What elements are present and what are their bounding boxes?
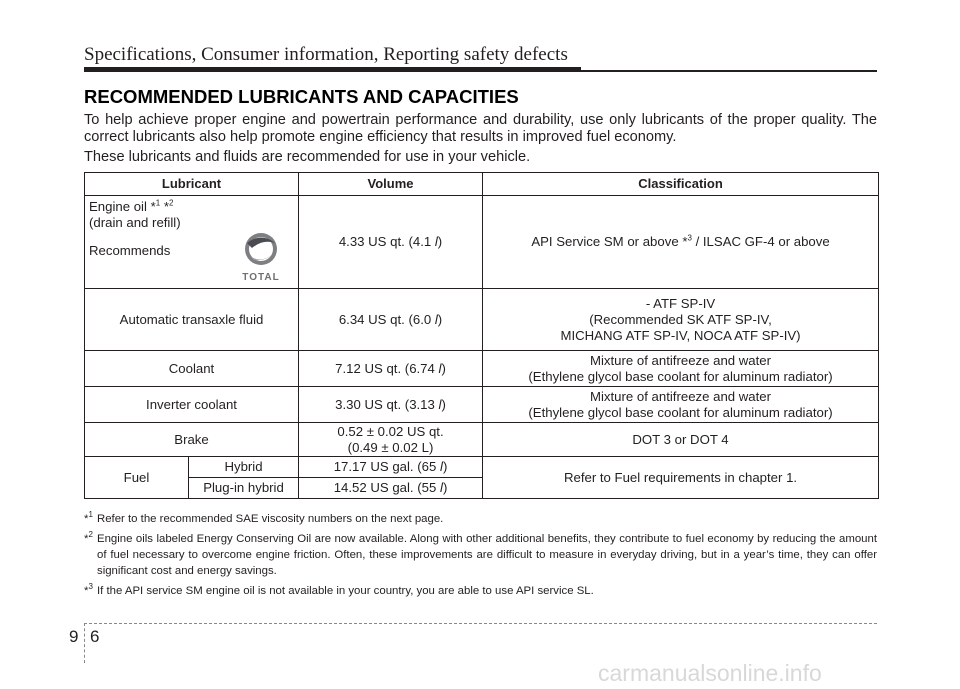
fuel-name: Fuel [85,457,189,499]
header-rule [84,67,581,72]
brake-volume: 0.52 ± 0.02 US qt. (0.49 ± 0.02 L) [299,423,483,457]
inverter-classification: Mixture of antifreeze and water (Ethylene glycol base coolant for aluminum radiator) [483,387,879,423]
table-row-fuel-hybrid [85,457,879,478]
coolant-volume: 7.12 US qt. (6.74 l) [299,351,483,387]
footnotes [84,511,877,603]
footnote-1: *$^1$ Refer to the recommended SAE viscosity numbers on the next page. [84,510,444,525]
fuel-hybrid-label: Hybrid [189,457,299,478]
fuel-classification: Refer to Fuel requirements in chapter 1. [483,457,879,499]
table-row-inverter-coolant [85,387,879,423]
atf-name: Automatic transaxle fluid [85,289,299,351]
engine-oil-volume: 4.33 US qt. (4.1 l) [299,196,483,289]
col-header-volume: Volume [299,173,483,196]
section-title: RECOMMENDED LUBRICANTS AND CAPACITIES [84,86,519,107]
table-row-coolant [85,351,879,387]
lubricants-table [84,172,879,499]
col-header-lubricant: Lubricant [85,173,299,196]
header-rule-thin [581,70,877,72]
page-number: 6 [90,627,100,646]
svg-text:TOTAL: TOTAL [242,272,280,282]
running-header: Specifications, Consumer information, Reporting safety defects [84,44,568,65]
table-row-atf [85,289,879,351]
fuel-plugin-label: Plug-in hybrid [189,478,299,499]
footer-vertical-rule [84,623,85,663]
brake-classification: DOT 3 or DOT 4 [483,423,879,457]
engine-oil-recommends: Recommends [89,243,171,258]
atf-classification: - ATF SP-IV (Recommended SK ATF SP-IV, MICHANG ATF SP-IV, NOCA ATF SP-IV) [483,289,879,351]
coolant-classification: Mixture of antifreeze and water (Ethylene glycol base coolant for aluminum radiator) [483,351,879,387]
fuel-plugin-volume: 14.52 US gal. (55 l) [299,478,483,499]
intro-paragraph-2: These lubricants and fluids are recommended for use in your vehicle. [84,149,531,165]
engine-oil-classification: API Service SM or above *$^3$ / ILSAC GF-4 or above [483,196,879,289]
coolant-name: Coolant [85,351,299,387]
total-logo-icon [238,230,284,282]
fuel-hybrid-volume: 17.17 US gal. (65 l) [299,457,483,478]
col-header-classification: Classification [483,173,879,196]
watermark: carmanualsonline.info [598,660,822,686]
table-row-brake [85,423,879,457]
inverter-volume: 3.30 US qt. (3.13 l) [299,387,483,423]
engine-oil-drain-note: (drain and refill) [89,215,181,230]
brake-name: Brake [85,423,299,457]
inverter-name: Inverter coolant [85,387,299,423]
footnote-2: *$^2$ Engine oils labeled Energy Conserving Oil are now available. Along with other additional benefits, they contribute to fuel economy by reducing the amount of fuel necessary to overcome engine friction. Often, these improvements are difficult to measure in everyday driving, but in a year’s time, they can offer significant cost and energy savings. [84,530,877,577]
atf-volume: 6.34 US qt. (6.0 l) [299,289,483,351]
engine-oil-label: Engine oil *$^1$ *$^2$ [89,198,174,214]
table-row-engine-oil [85,196,879,289]
footnote-3: *$^3$ If the API service SM engine oil is not available in your country, you are able to use API service SL. [84,582,594,597]
footer-rule [84,623,877,624]
intro-paragraph: To help achieve proper engine and powertrain performance and durability, use only lubricants of the proper quality. The correct lubricants also help promote engine efficiency that results in improved fuel economy. [84,112,877,145]
table-header-row [85,173,879,196]
engine-oil-name-cell [85,196,299,289]
page-chapter-number: 9 [69,627,79,646]
